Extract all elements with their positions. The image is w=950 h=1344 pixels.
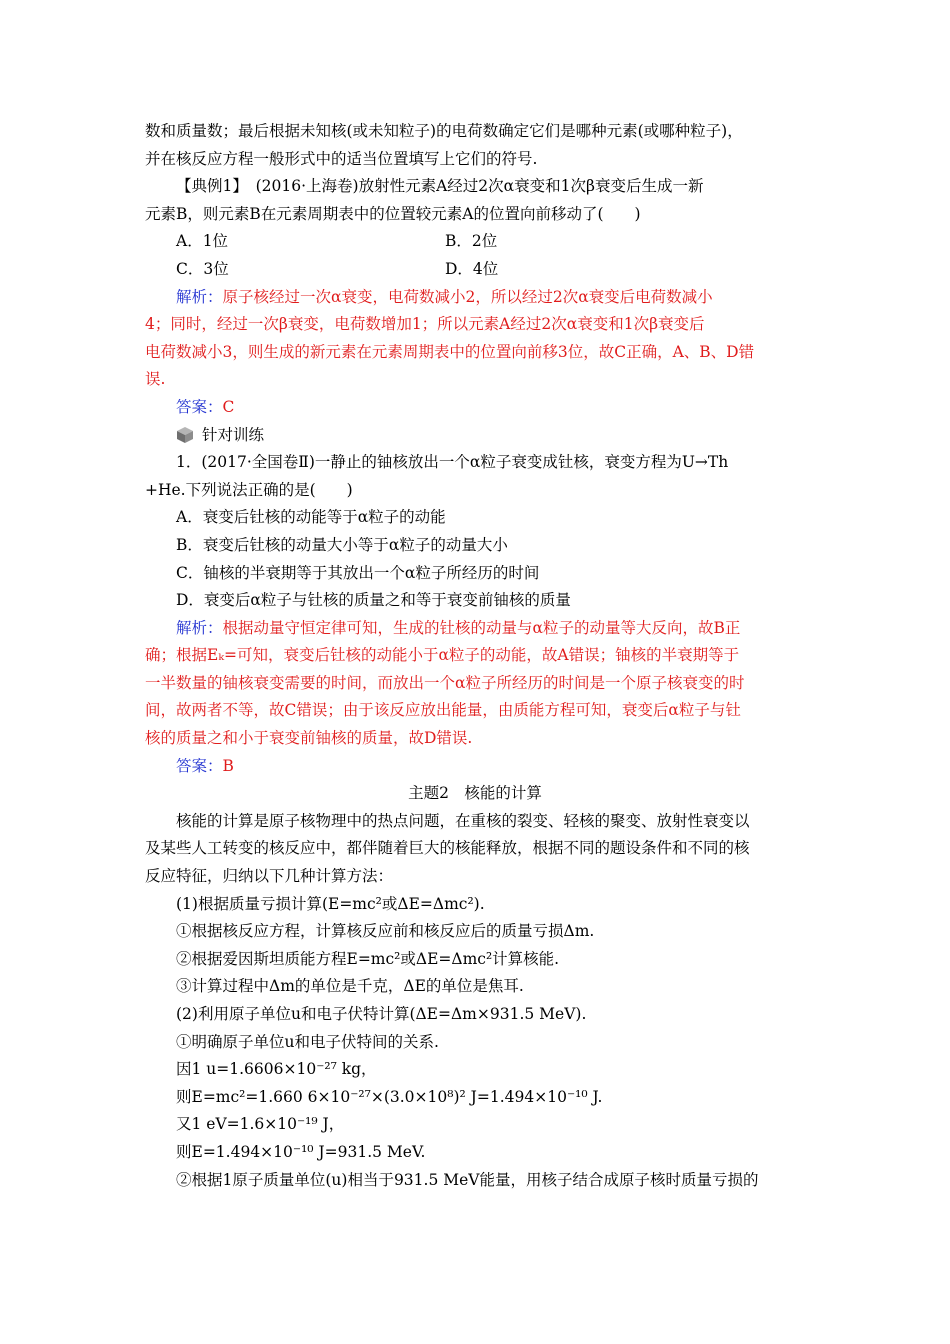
example1-analysis-text-1: 原子核经过一次α衰变，电荷数减小2，所以经过2次α衰变后电荷数减小 bbox=[222, 287, 713, 306]
practice-heading-text: 针对训练 bbox=[202, 425, 265, 444]
topic2-title: 主题2 核能的计算 bbox=[408, 784, 542, 803]
example1-question-line-1 bbox=[145, 173, 805, 201]
topic2-paragraph-line-1: 核能的计算是原子核物理中的热点问题，在重核的裂变、轻核的聚变、放射性衰变以 bbox=[176, 811, 750, 830]
practice-option-b: B．衰变后钍核的动量大小等于α粒子的动量大小 bbox=[176, 535, 508, 554]
practice-analysis-line-1 bbox=[145, 615, 805, 643]
practice-analysis-label: 解析： bbox=[176, 618, 223, 637]
example1-analysis-line-1 bbox=[145, 284, 805, 312]
example1-question-line-2: 元素B，则元素B在元素周期表中的位置较元素A的位置向前移动了( ) bbox=[145, 204, 641, 223]
method1-step-1: ①根据核反应方程，计算核反应前和核反应后的质量亏损Δm. bbox=[176, 922, 595, 941]
practice-analysis-text-1: 根据动量守恒定律可知，生成的钍核的动量与α粒子的动量等大反向，故B正 bbox=[222, 618, 741, 637]
practice-analysis-line-5: 核的质量之和小于衰变前铀核的质量，故D错误. bbox=[145, 729, 473, 748]
example1-analysis-line-3: 电荷数减小3，则生成的新元素在元素周期表中的位置向前移3位，故C正确，A、B、D错 bbox=[145, 342, 755, 361]
calculation-line-2: 则E=mc²=1.660 6×10⁻²⁷×(3.0×10⁸)² J=1.494×10⁻¹⁰ J. bbox=[176, 1087, 603, 1106]
example1-tag: 【典例1】 bbox=[176, 177, 241, 196]
example1-option-a: A．1位 bbox=[176, 232, 229, 251]
practice-answer-value: B bbox=[222, 756, 234, 775]
example1-answer bbox=[145, 394, 805, 422]
practice-question-line-2: +He.下列说法正确的是( ) bbox=[145, 480, 353, 499]
practice-analysis-line-2: 确；根据Eₖ=可知，衰变后钍核的动能小于α粒子的动能，故A错误；铀核的半衰期等于 bbox=[145, 646, 740, 665]
method1-step-3: ③计算过程中Δm的单位是千克，ΔE的单位是焦耳. bbox=[176, 977, 524, 996]
calculation-line-4: 则E=1.494×10⁻¹⁰ J=931.5 MeV. bbox=[176, 1142, 426, 1161]
practice-option-c: C．铀核的半衰期等于其放出一个α粒子所经历的时间 bbox=[176, 563, 540, 582]
calculation-line-1: 因1 u=1.6606×10⁻²⁷ kg， bbox=[176, 1060, 377, 1079]
practice-answer bbox=[145, 753, 805, 781]
example1-answer-value: C bbox=[222, 397, 235, 416]
practice-option-a: A．衰变后钍核的动能等于α粒子的动能 bbox=[176, 508, 446, 527]
cube-icon bbox=[176, 426, 194, 444]
example1-analysis-label: 解析： bbox=[176, 287, 223, 306]
example1-option-c: C．3位 bbox=[176, 259, 229, 278]
method1-step-2: ②根据爱因斯坦质能方程E=mc²或ΔE=Δmc²计算核能. bbox=[176, 949, 560, 968]
practice-option-d: D．衰变后α粒子与钍核的质量之和等于衰变前铀核的质量 bbox=[176, 591, 571, 610]
calculation-line-3: 又1 eV=1.6×10⁻¹⁹ J， bbox=[176, 1115, 345, 1134]
document-content bbox=[145, 118, 805, 1194]
practice-analysis-line-3: 一半数量的铀核衰变需要的时间，而放出一个α粒子所经历的时间是一个原子核衰变的时 bbox=[145, 673, 745, 692]
topic2-paragraph-line-2: 及某些人工转变的核反应中，都伴随着巨大的核能释放，根据不同的题设条件和不同的核 bbox=[145, 839, 750, 858]
intro-line-1: 数和质量数；最后根据未知核(或未知粒子)的电荷数确定它们是哪种元素(或哪种粒子)， bbox=[145, 122, 743, 140]
example1-options-row-2 bbox=[145, 256, 805, 284]
method1-heading: (1)根据质量亏损计算(E=mc²或ΔE=Δmc²). bbox=[176, 894, 485, 913]
practice-heading bbox=[145, 422, 805, 450]
example1-analysis-line-4: 误. bbox=[145, 370, 166, 389]
intro-line-2: 并在核反应方程一般形式中的适当位置填写上它们的符号. bbox=[145, 149, 538, 168]
example1-options-row-1 bbox=[145, 228, 805, 256]
example1-question-text: (2016·上海卷)放射性元素A经过2次α衰变和1次β衰变后生成一新 bbox=[240, 177, 704, 196]
practice-question-line-1: 1．(2017·全国卷Ⅱ)一静止的铀核放出一个α粒子衰变成钍核，衰变方程为U→Th bbox=[176, 453, 729, 472]
topic2-paragraph-line-3: 反应特征，归纳以下几种计算方法： bbox=[145, 867, 394, 886]
example1-analysis-line-2: 4；同时，经过一次β衰变，电荷数增加1；所以元素A经过2次α衰变和1次β衰变后 bbox=[145, 315, 705, 334]
practice-analysis-line-4: 间，故两者不等，故C错误；由于该反应放出能量，由质能方程可知，衰变后α粒子与钍 bbox=[145, 701, 741, 720]
method2-heading: (2)利用原子单位u和电子伏特计算(ΔE=Δm×931.5 MeV). bbox=[176, 1005, 587, 1023]
example1-answer-label: 答案： bbox=[176, 397, 223, 416]
example1-option-b: B．2位 bbox=[445, 232, 498, 251]
practice-answer-label: 答案： bbox=[176, 756, 223, 775]
method2-step-2: ②根据1原子质量单位(u)相当于931.5 MeV能量，用核子结合成原子核时质量亏损的 bbox=[176, 1170, 759, 1189]
example1-option-d: D．4位 bbox=[445, 259, 499, 278]
method2-step-1: ①明确原子单位u和电子伏特间的关系. bbox=[176, 1032, 439, 1051]
